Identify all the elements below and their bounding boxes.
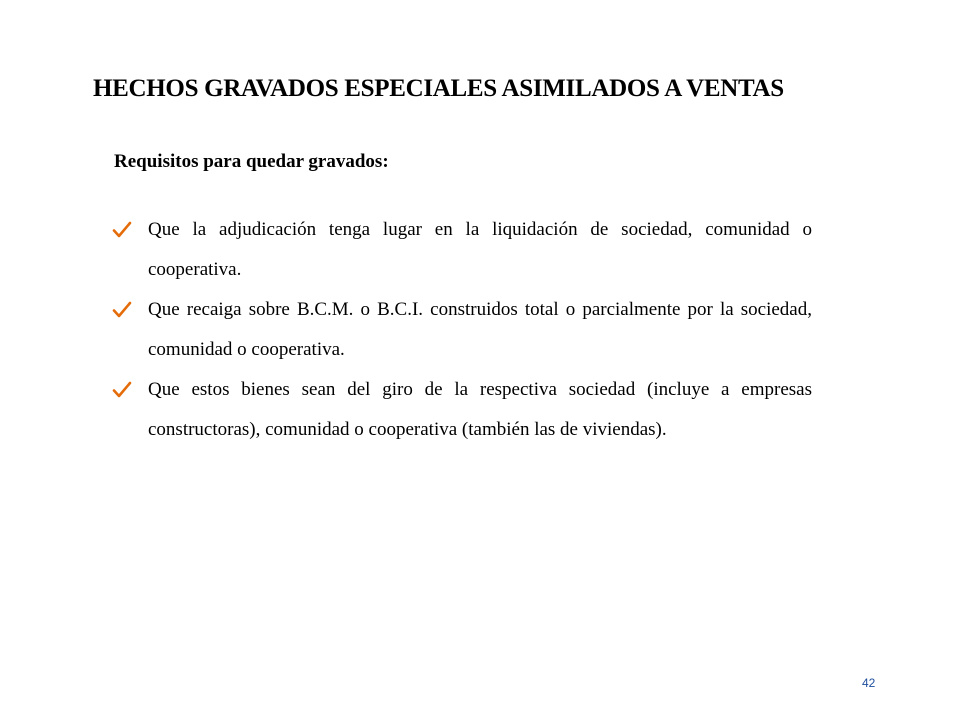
list-item-text: Que la adjudicación tenga lugar en la liquidación de sociedad, comunidad o cooperativa. [148, 219, 812, 280]
slide-title: HECHOS GRAVADOS ESPECIALES ASIMILADOS A VENTAS [93, 75, 784, 102]
slide-subtitle: Requisitos para quedar gravados: [114, 151, 389, 172]
check-mark-icon [112, 210, 134, 250]
page-number: 42 [862, 676, 876, 690]
list-item [112, 370, 812, 450]
check-mark-icon [112, 290, 134, 330]
check-mark-icon [112, 370, 134, 410]
list-item-text: Que estos bienes sean del giro de la respectiva sociedad (incluye a empresas constructoras), comunidad o cooperativa (también las de viviendas). [148, 379, 812, 440]
requirements-list [112, 210, 812, 450]
list-item [112, 210, 812, 290]
list-item-text: Que recaiga sobre B.C.M. o B.C.I. construidos total o parcialmente por la sociedad, comunidad o cooperativa. [148, 299, 812, 360]
list-item [112, 290, 812, 370]
